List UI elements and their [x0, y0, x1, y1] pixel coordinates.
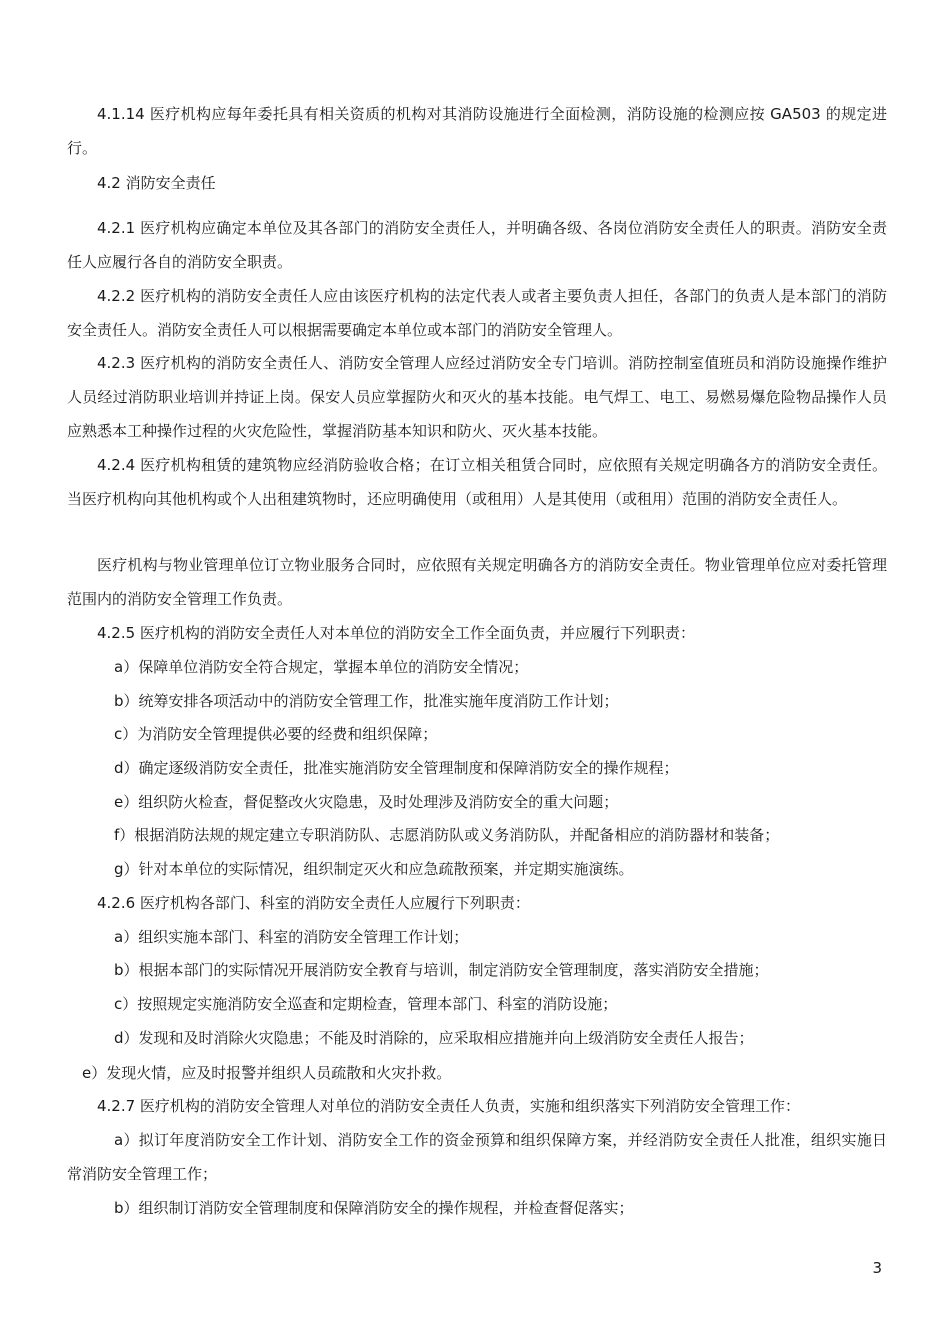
list-item-4-2-5-b: b）统筹安排各项活动中的消防安全管理工作，批准实施年度消防工作计划；	[114, 692, 619, 710]
paragraph-4-2-6: 4.2.6 医疗机构各部门、科室的消防安全责任人应履行下列职责：	[97, 894, 530, 912]
paragraph-4-2-1: 4.2.1 医疗机构应确定本单位及其各部门的消防安全责任人，并明确各级、各岗位消防安全责任人的职责。消防安全责任人应履行各自的消防安全职责。	[67, 219, 887, 271]
list-item-4-2-5-g: g）针对本单位的实际情况，组织制定灭火和应急疏散预案，并定期实施演练。	[114, 860, 634, 878]
list-item-4-2-6-b: b）根据本部门的实际情况开展消防安全教育与培训，制定消防安全管理制度，落实消防安全措施；	[114, 961, 769, 979]
paragraph-4-2-3: 4.2.3 医疗机构的消防安全责任人、消防安全管理人应经过消防安全专门培训。消防控制室值班员和消防设施操作维护人员经过消防职业培训并持证上岗。保安人员应掌握防火和灭火的基本技能。电气焊工、电工、易燃易爆危险物品操作人员应熟悉本工种操作过程的火灾危险性，掌握消防基本知识和防火、灭火基本技能。	[67, 354, 887, 440]
paragraph-4-2-4: 4.2.4 医疗机构租赁的建筑物应经消防验收合格；在订立相关租赁合同时，应依照有关规定明确各方的消防安全责任。当医疗机构向其他机构或个人出租建筑物时，还应明确使用（或租用）人是其使用（或租用）范围的消防安全责任人。	[67, 456, 887, 508]
list-item-4-2-6-a: a）组织实施本部门、科室的消防安全管理工作计划；	[114, 928, 469, 946]
list-item-4-2-6-d: d）发现和及时消除火灾隐患；不能及时消除的，应采取相应措施并向上级消防安全责任人报告；	[114, 1029, 754, 1047]
paragraph-4-2-2: 4.2.2 医疗机构的消防安全责任人应由该医疗机构的法定代表人或者主要负责人担任，各部门的负责人是本部门的消防安全责任人。消防安全责任人可以根据需要确定本单位或本部门的消防安全管理人。	[67, 287, 887, 339]
paragraph-4-2-7: 4.2.7 医疗机构的消防安全管理人对单位的消防安全责任人负责，实施和组织落实下列消防安全管理工作：	[97, 1097, 800, 1115]
paragraph-4-2-5: 4.2.5 医疗机构的消防安全责任人对本单位的消防安全工作全面负责，并应履行下列职责：	[97, 624, 695, 642]
list-item-4-2-5-a: a）保障单位消防安全符合规定，掌握本单位的消防安全情况；	[114, 658, 529, 676]
list-item-4-2-7-b: b）组织制订消防安全管理制度和保障消防安全的操作规程，并检查督促落实；	[114, 1199, 634, 1217]
page-number: 3	[872, 1259, 882, 1277]
paragraph-4-1-14: 4.1.14 医疗机构应每年委托具有相关资质的机构对其消防设施进行全面检测，消防设施的检测应按 GA503 的规定进行。	[67, 105, 887, 157]
list-item-4-2-5-d: d）确定逐级消防安全责任，批准实施消防安全管理制度和保障消防安全的操作规程；	[114, 759, 679, 777]
list-item-4-2-6-c: c）按照规定实施消防安全巡查和定期检查，管理本部门、科室的消防设施；	[114, 995, 618, 1013]
section-heading-4-2: 4.2 消防安全责任	[97, 174, 216, 192]
list-item-4-2-5-f: f）根据消防法规的规定建立专职消防队、志愿消防队或义务消防队，并配备相应的消防器材和装备；	[114, 826, 780, 844]
list-item-4-2-7-a: a）拟订年度消防安全工作计划、消防安全工作的资金预算和组织保障方案，并经消防安全责任人批准，组织实施日常消防安全管理工作；	[67, 1131, 887, 1183]
list-item-4-2-5-c: c）为消防安全管理提供必要的经费和组织保障；	[114, 725, 438, 743]
list-item-4-2-5-e: e）组织防火检查，督促整改火灾隐患，及时处理涉及消防安全的重大问题；	[114, 793, 619, 811]
list-item-4-2-6-e: e）发现火情，应及时报警并组织人员疏散和火灾扑救。	[82, 1064, 452, 1082]
paragraph-property-management: 医疗机构与物业管理单位订立物业服务合同时，应依照有关规定明确各方的消防安全责任。物业管理单位应对委托管理范围内的消防安全管理工作负责。	[67, 556, 887, 608]
